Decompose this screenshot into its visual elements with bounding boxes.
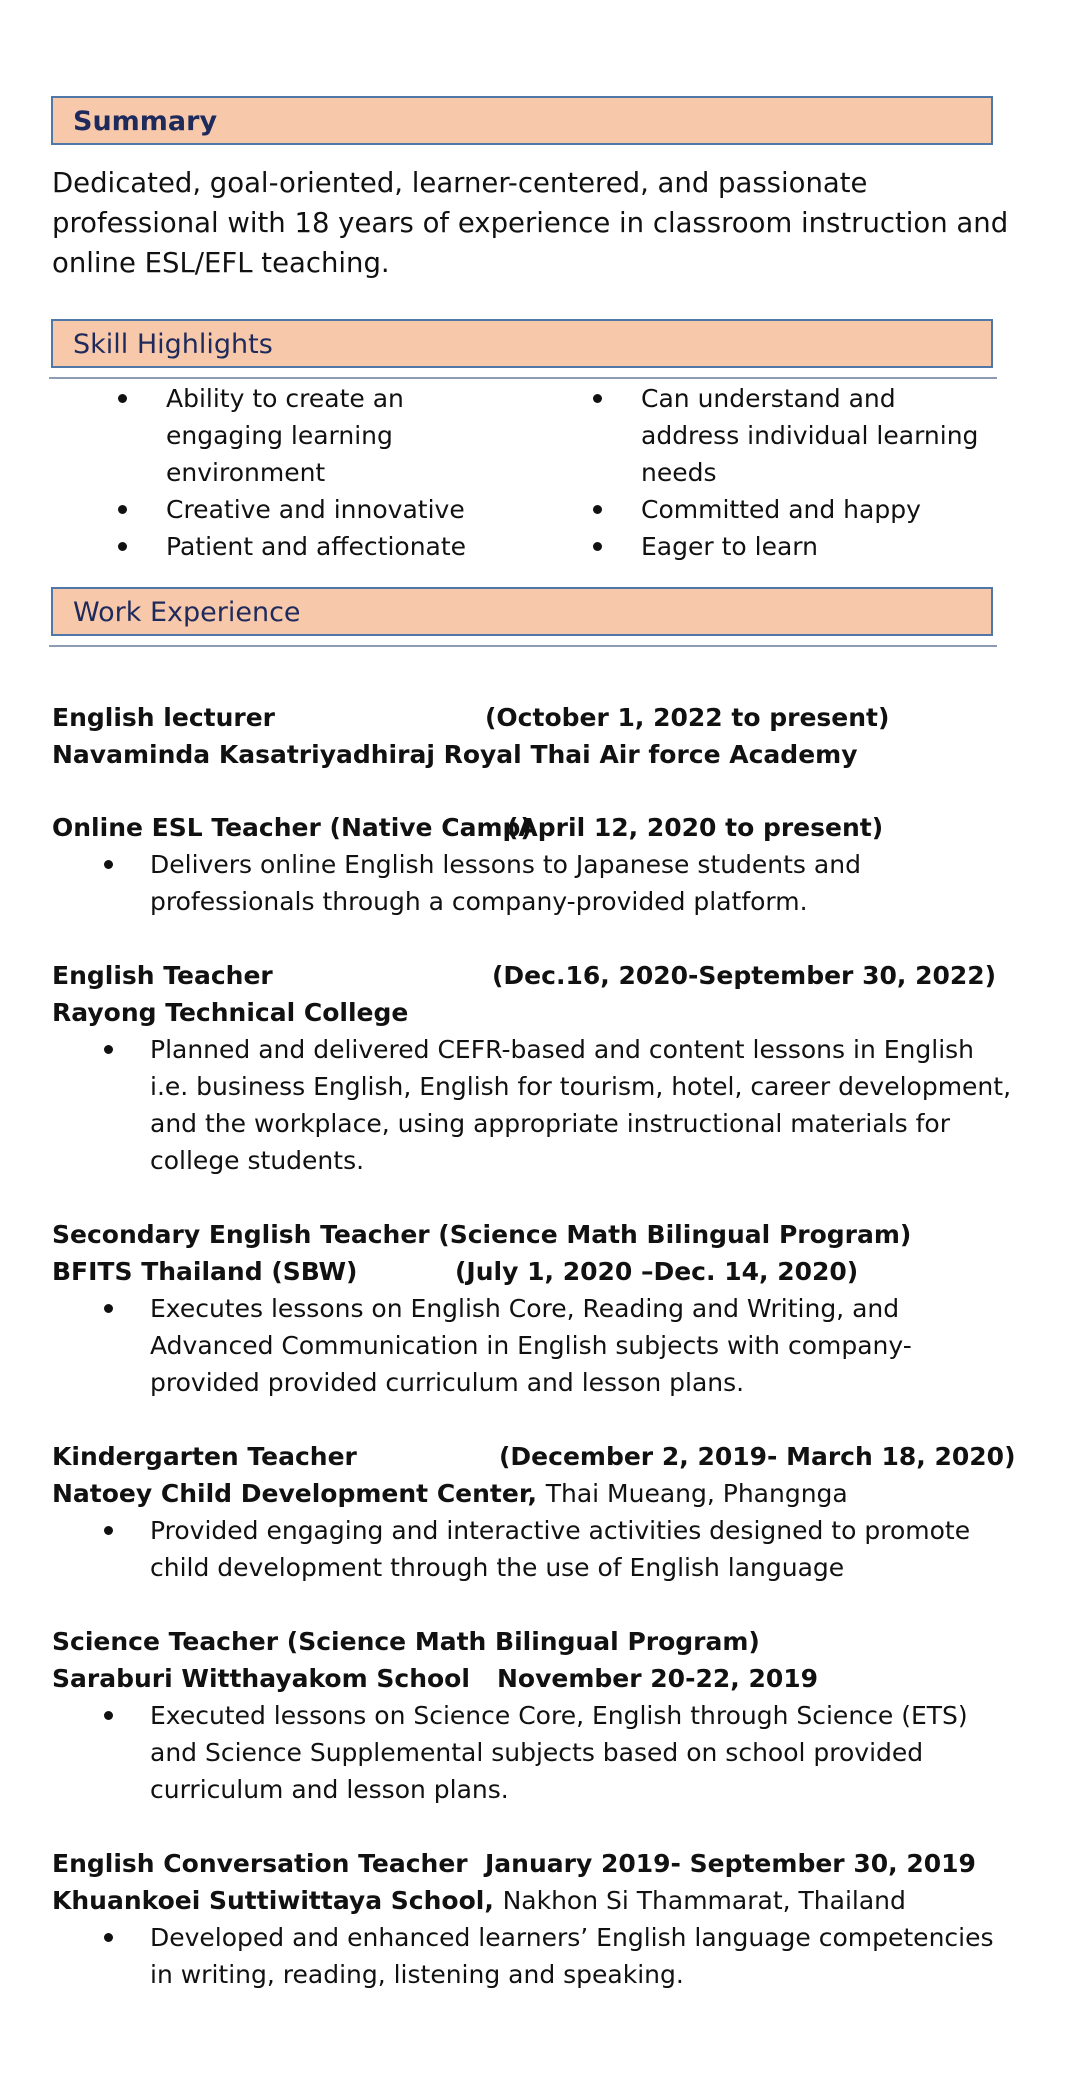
job-title: Kindergarten Teacher [52, 1442, 357, 1471]
skill-item: Patient and affectionate [118, 528, 498, 565]
job-entry [52, 1438, 1016, 1586]
job-date: (December 2, 2019- March 18, 2020) [499, 1442, 1016, 1471]
job-org: Rayong Technical College [52, 998, 409, 1027]
job-date: January 2019- September 30, 2019 [485, 1849, 976, 1878]
job-title: Online ESL Teacher (Native Camp) [52, 813, 532, 842]
job-date: (October 1, 2022 to present) [485, 703, 890, 732]
summary-heading: Summary [73, 106, 218, 137]
summary-header [51, 96, 993, 145]
job-date: November 20-22, 2019 [497, 1664, 819, 1693]
job-entry [52, 957, 1012, 1179]
job-title: English Teacher [52, 961, 273, 990]
job-date: (April 12, 2020 to present) [507, 813, 884, 842]
job-entry [52, 699, 1012, 773]
job-org: BFITS Thailand (SBW) [52, 1257, 358, 1286]
job-entry [52, 1845, 1012, 1993]
work-divider [49, 645, 997, 647]
skill-item: Ability to create an engaging learning environment [118, 380, 498, 491]
skills-left-list [118, 380, 498, 565]
job-title: Science Teacher (Science Math Bilingual Program) [52, 1627, 760, 1656]
work-heading: Work Experience [73, 597, 301, 628]
job-org: Saraburi Witthayakom School [52, 1664, 470, 1693]
job-bullet: Provided engaging and interactive activities designed to promote child development through the use of English language [52, 1512, 1012, 1586]
job-bullet: Executed lessons on Science Core, English through Science (ETS) and Science Supplemental subjects based on school provided curriculum and lesson plans. [52, 1697, 1012, 1808]
job-bullet: Planned and delivered CEFR-based and content lessons in English i.e. business English, English for tourism, hotel, career development, and the workplace, using appropriate instructional materials for college students. [52, 1031, 1012, 1179]
job-entry [52, 1623, 1012, 1808]
job-title: Secondary English Teacher (Science Math Bilingual Program) [52, 1220, 912, 1249]
skill-item: Eager to learn [593, 528, 993, 565]
skill-item: Creative and innovative [118, 491, 498, 528]
job-date: (Dec.16, 2020-September 30, 2022) [492, 961, 997, 990]
job-org: Natoey Child Development Center, [52, 1479, 537, 1508]
skills-heading: Skill Highlights [73, 329, 273, 360]
skill-item: Committed and happy [593, 491, 993, 528]
job-org: Navaminda Kasatriyadhiraj Royal Thai Air force Academy [52, 740, 858, 769]
skill-item: Can understand and address individual learning needs [593, 380, 993, 491]
job-entry [52, 1216, 1012, 1401]
job-title: English Conversation Teacher [52, 1849, 468, 1878]
job-bullet: Delivers online English lessons to Japanese students and professionals through a company-provided platform. [52, 846, 1012, 920]
skills-header [51, 319, 993, 368]
work-header [51, 587, 993, 636]
job-entry [52, 809, 1012, 920]
summary-text: Dedicated, goal-oriented, learner-centered, and passionate professional with 18 years of experience in classroom instruction and online ESL/EFL teaching. [52, 167, 1009, 279]
job-location: Nakhon Si Thammarat, Thailand [502, 1886, 906, 1915]
job-bullet: Developed and enhanced learners’ English language competencies in writing, reading, listening and speaking. [52, 1919, 1012, 1993]
skills-right-list [593, 380, 993, 565]
job-date: (July 1, 2020 –Dec. 14, 2020) [455, 1257, 859, 1286]
job-location: Thai Mueang, Phangnga [545, 1479, 848, 1508]
job-org: Khuankoei Suttiwittaya School, [52, 1886, 494, 1915]
job-title: English lecturer [52, 703, 275, 732]
job-bullet: Executes lessons on English Core, Reading and Writing, and Advanced Communication in English subjects with company-provided provided curriculum and lesson plans. [52, 1290, 1012, 1401]
skills-divider [49, 377, 997, 379]
